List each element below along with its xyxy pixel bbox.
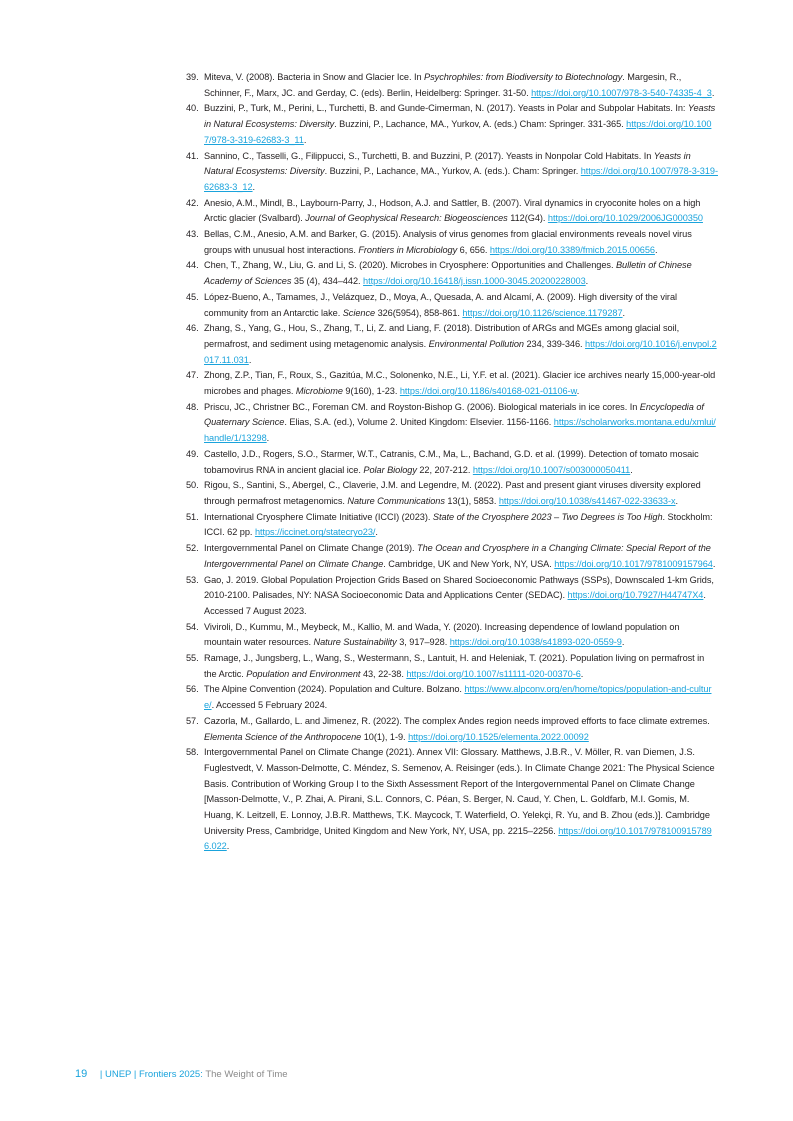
reference-tail: . xyxy=(621,637,625,648)
reference-link[interactable]: https://doi.org/10.1126/science.1179287 xyxy=(462,307,623,318)
reference-text: Gao, J. 2019. Global Population Projection Grids Based on Shared Socioeconomic Pathways (SSPs), Downscaled 1-km Grids, 2010-2100. Palisades, NY: NASA Socioeconomic Data and Applications Center (SEDAC). xyxy=(204,574,714,601)
reference-item xyxy=(186,745,718,855)
reference-link[interactable]: https://doi.org/10.1525/elementa.2022.00092 xyxy=(408,731,589,742)
reference-item xyxy=(186,541,718,572)
reference-text: Zhang, S., Yang, G., Hou, S., Zhang, T., Li, Z. and Liang, F. (2018). Distribution of ARGs and MGEs among glacial soil, permafrost, and sediment using metagenomic analysis. xyxy=(204,323,680,349)
reference-journal-title: The Ocean and Cryosphere in a Changing Climate: Special Report of the Intergovernmental Panel on Climate Change xyxy=(204,543,711,569)
reference-text: The Alpine Convention (2024). Population and Culture. Bolzano. xyxy=(204,684,465,695)
reference-text: Miteva, V. (2008). Bacteria in Snow and Glacier Ice. In xyxy=(204,72,425,82)
reference-tail: . xyxy=(266,433,270,444)
reference-text: Viviroli, D., Kummu, M., Meybeck, M., Kallio, M. and Wada, Y. (2020). Increasing dependence of lowland population on mountain water resources. xyxy=(204,621,680,648)
page-footer xyxy=(75,1067,288,1082)
reference-link[interactable]: https://doi.org/10.1007/978-3-319-62683-3_12 xyxy=(204,166,718,192)
reference-journal-title: Journal of Geophysical Research: Biogeosciences xyxy=(305,213,508,224)
reference-item xyxy=(186,714,718,745)
reference-list xyxy=(186,70,718,855)
reference-item xyxy=(186,620,718,651)
reference-link[interactable]: https://doi.org/10.3389/fmicb.2015.00656 xyxy=(489,244,655,255)
reference-link[interactable]: https://scholarworks.montana.edu/xmlui/handle/1/13298 xyxy=(204,417,716,444)
reference-link[interactable]: https://doi.org/10.1186/s40168-021-01106-w xyxy=(399,386,577,397)
reference-tail: . Accessed 7 August 2023. xyxy=(204,590,706,616)
reference-link[interactable]: https://doi.org/10.1038/s41893-020-0559-9 xyxy=(449,637,622,648)
reference-item xyxy=(186,101,718,148)
reference-number: 58. xyxy=(186,747,199,758)
reference-link[interactable]: https://doi.org/10.1007/978-3-540-74335-4_3 xyxy=(531,87,712,98)
reference-journal-title: Bulletin of Chinese Academy of Sciences xyxy=(204,260,692,287)
reference-tail: . xyxy=(585,276,589,287)
reference-details: 6, 656. xyxy=(457,244,490,255)
reference-number: 39. xyxy=(186,72,199,82)
reference-number: 51. xyxy=(186,511,199,522)
reference-number: 54. xyxy=(186,621,199,632)
reference-details: 3, 917–928. xyxy=(396,637,450,648)
reference-details: . Cambridge, UK and New York, NY, USA. xyxy=(383,558,555,569)
reference-item xyxy=(186,510,718,541)
page-number: 19 xyxy=(75,1068,88,1080)
reference-details: . Margesin, R., Schinner, F., Marx, JC. and Gerday, C. (eds). Berlin, Heidelberg: Springer. 31-50. xyxy=(204,72,682,98)
reference-journal-title: Microbiome xyxy=(295,386,343,397)
reference-tail: . xyxy=(675,495,679,506)
reference-details: . Buzzini, P., Lachance, MA., Yurkov, A. (eds.) Cham: Springer. 331-365. xyxy=(334,119,627,130)
reference-number: 40. xyxy=(186,103,199,114)
reference-details: 43, 22-38. xyxy=(360,668,407,679)
reference-journal-title: Elementa Science of the Anthropocene xyxy=(204,731,362,742)
reference-number: 46. xyxy=(186,323,199,334)
reference-tail: . xyxy=(622,307,626,318)
reference-item xyxy=(186,70,718,101)
reference-journal-title: Yeasts in Natural Ecosystems: Diversity xyxy=(204,150,691,177)
reference-link[interactable]: https://doi.org/10.1007/s003000050411 xyxy=(472,464,631,475)
reference-number: 49. xyxy=(186,448,199,459)
reference-tail: . xyxy=(630,464,633,475)
reference-journal-title: Encyclopedia of Quaternary Science xyxy=(204,401,704,428)
reference-link[interactable]: https://doi.org/10.7927/H44747X4 xyxy=(567,590,704,601)
reference-details: 22, 207-212. xyxy=(416,464,473,475)
reference-number: 50. xyxy=(186,480,199,491)
reference-details: 326(5954), 858-861. xyxy=(375,307,463,318)
reference-text: Buzzini, P., Turk, M., Perini, L., Turchetti, B. and Gunde-Cimerman, N. (2017). Yeasts in Polar and Subpolar Habitats. In: xyxy=(204,103,688,114)
reference-item xyxy=(186,400,718,447)
reference-text: Sannino, C., Tasselli, G., Filippucci, S., Turchetti, B. and Buzzini, P. (2017). Yeasts in Nonpolar Cold Habitats. In xyxy=(204,150,654,161)
reference-item xyxy=(186,227,718,258)
reference-text: Rigou, S., Santini, S., Abergel, C., Claverie, J.M. and Legendre, M. (2022). Past and present giant viruses diversity explored through permafrost metagenomics. xyxy=(204,480,701,506)
reference-text: Priscu, JC., Christner BC., Foreman CM. and Royston-Bishop G. (2006). Biological materials in ice cores. In xyxy=(204,401,640,412)
reference-item xyxy=(186,321,718,368)
reference-tail: . xyxy=(226,841,230,852)
reference-number: 42. xyxy=(186,197,199,208)
reference-tail: . xyxy=(580,668,584,679)
reference-tail: . xyxy=(375,527,378,538)
reference-tail: . xyxy=(576,386,580,397)
reference-number: 52. xyxy=(186,543,199,554)
reference-number: 55. xyxy=(186,653,199,664)
reference-link[interactable]: https://doi.org/10.1038/s41467-022-33633-x xyxy=(498,495,676,506)
reference-item xyxy=(186,447,718,478)
reference-journal-title: Nature Communications xyxy=(347,495,445,506)
reference-link[interactable]: https://iccinet.org/statecryo23/ xyxy=(254,527,376,538)
reference-item xyxy=(186,651,718,682)
reference-number: 43. xyxy=(186,229,199,240)
reference-number: 57. xyxy=(186,715,199,726)
reference-details: 10(1), 1-9. xyxy=(361,731,409,742)
reference-text: Ramage, J., Jungsberg, L., Wang, S., Westermann, S., Lantuit, H. and Heleniak, T. (2021). Population living on permafrost in the Arctic. xyxy=(204,653,705,679)
reference-journal-title: Frontiers in Microbiology xyxy=(358,244,458,255)
reference-journal-title: Population and Environment xyxy=(246,668,361,679)
reference-details: 234, 339-346. xyxy=(523,338,586,349)
reference-number: 41. xyxy=(186,150,199,161)
reference-item xyxy=(186,149,718,196)
reference-details: . Elias, S.A. (ed.), Volume 2. United Kingdom: Elsevier. 1156-1166. xyxy=(284,417,554,428)
footer-brand: | UNEP | Frontiers 2025: xyxy=(99,1069,203,1080)
reference-tail: . Accessed 5 February 2024. xyxy=(211,700,328,711)
reference-item xyxy=(186,368,718,399)
reference-journal-title: Environmental Pollution xyxy=(428,338,524,349)
reference-tail: . xyxy=(711,87,715,98)
reference-text: Cazorla, M., Gallardo, L. and Jimenez, R. (2022). The complex Andes region needs improved efforts to face climate extremes. xyxy=(204,715,710,726)
reference-number: 47. xyxy=(186,370,199,381)
reference-item xyxy=(186,573,718,620)
reference-journal-title: Polar Biology xyxy=(363,464,417,475)
reference-number: 56. xyxy=(186,684,199,695)
reference-link[interactable]: https://doi.org/10.1007/s11111-020-00370-6 xyxy=(406,668,581,679)
reference-number: 45. xyxy=(186,291,199,302)
reference-text: Chen, T., Zhang, W., Liu, G. and Li, S. (2020). Microbes in Cryosphere: Opportunities and Challenges. xyxy=(204,260,616,271)
reference-number: 48. xyxy=(186,401,199,412)
reference-text: Castello, J.D., Rogers, S.O., Starmer, W.T., Catranis, C.M., Ma, L., Bachand, G.D. et al. (1999). Detection of tomato mosaic tobamovirus RNA in ancient glacial ice. xyxy=(204,448,699,475)
reference-tail: . xyxy=(252,181,256,192)
reference-link[interactable]: https://doi.org/10.1016/j.envpol.2017.11.031 xyxy=(204,338,717,365)
reference-journal-title: Yeasts in Natural Ecosystems: Diversity xyxy=(204,103,716,130)
reference-text: International Cryosphere Climate Initiative (ICCI) (2023). xyxy=(204,511,433,522)
reference-details: 35 (4), 434–442. xyxy=(291,276,364,287)
reference-details: . Buzzini, P., Lachance, MA., Yurkov, A. (eds.). Cham: Springer. xyxy=(324,166,581,177)
reference-text: Anesio, A.M., Mindl, B., Laybourn-Parry, J., Hodson, A.J. and Sattler, B. (2007). Viral dynamics in cryoconite holes on a high Arctic glacier (Svalbard). xyxy=(204,197,701,224)
reference-tail: . xyxy=(712,558,716,569)
reference-item xyxy=(186,258,718,289)
reference-number: 44. xyxy=(186,260,199,271)
reference-journal-title: Nature Sustainability xyxy=(313,637,397,648)
reference-item xyxy=(186,478,718,509)
reference-text: Bellas, C.M., Anesio, A.M. and Barker, G. (2015). Analysis of virus genomes from glacial environments reveals novel virus groups with unusual host interactions. xyxy=(204,229,692,255)
reference-item xyxy=(186,682,718,713)
reference-tail: . xyxy=(248,354,252,365)
reference-journal-title: Science xyxy=(342,307,376,318)
reference-text: Intergovernmental Panel on Climate Change (2021). Annex VII: Glossary. Matthews, J.B.R., V. Möller, R. van Diemen, J.S. Fuglestvedt, V. Masson-Delmotte, C. Méndez, S. Semenov, A. Reisinger (eds.). In Climate Change 2021: The Physical Science Basis. Contribution of Working Group I to the Sixth Assessment Report of the Intergovernmental Panel on Climate Change [Masson-Delmotte, V., P. Zhai, A. Pirani, S.L. Connors, C. Péan, S. Berger, N. Caud, Y. Chen, L. Goldfarb, M.I. Gomis, M. Huang, K. Leitzell, E. Lonnoy, J.B.R. Matthews, T.K. Maycock, T. Waterfield, O. Yelekçi, R. Yu, and B. Zhou (eds.)]. Cambridge University Press, Cambridge, United Kingdom and New York, NY, USA, pp. 2215–2256. xyxy=(204,747,715,836)
reference-details: 9(160), 1-23. xyxy=(342,386,400,397)
reference-tail: . xyxy=(303,134,307,145)
reference-link[interactable]: https://doi.org/10.16418/j.issn.1000-3045.20200228003 xyxy=(363,276,586,287)
reference-link[interactable]: https://doi.org/10.1029/2006JG000350 xyxy=(547,213,703,224)
reference-link[interactable]: https://doi.org/10.1017/9781009157896.022 xyxy=(204,825,712,852)
footer-subtitle: The Weight of Time xyxy=(202,1069,288,1080)
reference-tail: . xyxy=(654,244,658,255)
reference-details: 13(1), 5853. xyxy=(444,495,499,506)
reference-journal-title: Psychrophiles: from Biodiversity to Biotechnology xyxy=(424,72,623,82)
reference-link[interactable]: https://doi.org/10.1007/978-3-319-62683-3_11 xyxy=(204,119,712,145)
reference-item xyxy=(186,196,718,227)
reference-text: López-Bueno, A., Tamames, J., Velázquez, D., Moya, A., Quesada, A. and Alcamí, A. (2009). High diversity of the viral community from an Antarctic lake. xyxy=(204,291,677,318)
reference-link[interactable]: https://www.alpconv.org/en/home/topics/population-and-culture/ xyxy=(204,684,712,711)
reference-text: Intergovernmental Panel on Climate Change (2019). xyxy=(204,543,418,554)
reference-journal-title: State of the Cryosphere 2023 – Two Degrees is Too High xyxy=(432,511,663,522)
reference-details: . Stockholm: ICCI. 62 pp. xyxy=(204,511,713,538)
reference-number: 53. xyxy=(186,574,199,585)
reference-text: Zhong, Z.P., Tian, F., Roux, S., Gazitúa, M.C., Solonenko, N.E., Li, Y.F. et al. (2021). Glacier ice archives nearly 15,000-year-old microbes and phages. xyxy=(204,370,716,397)
reference-details: 112(G4). xyxy=(507,213,548,224)
reference-link[interactable]: https://doi.org/10.1017/9781009157964 xyxy=(554,558,713,569)
reference-item xyxy=(186,290,718,321)
